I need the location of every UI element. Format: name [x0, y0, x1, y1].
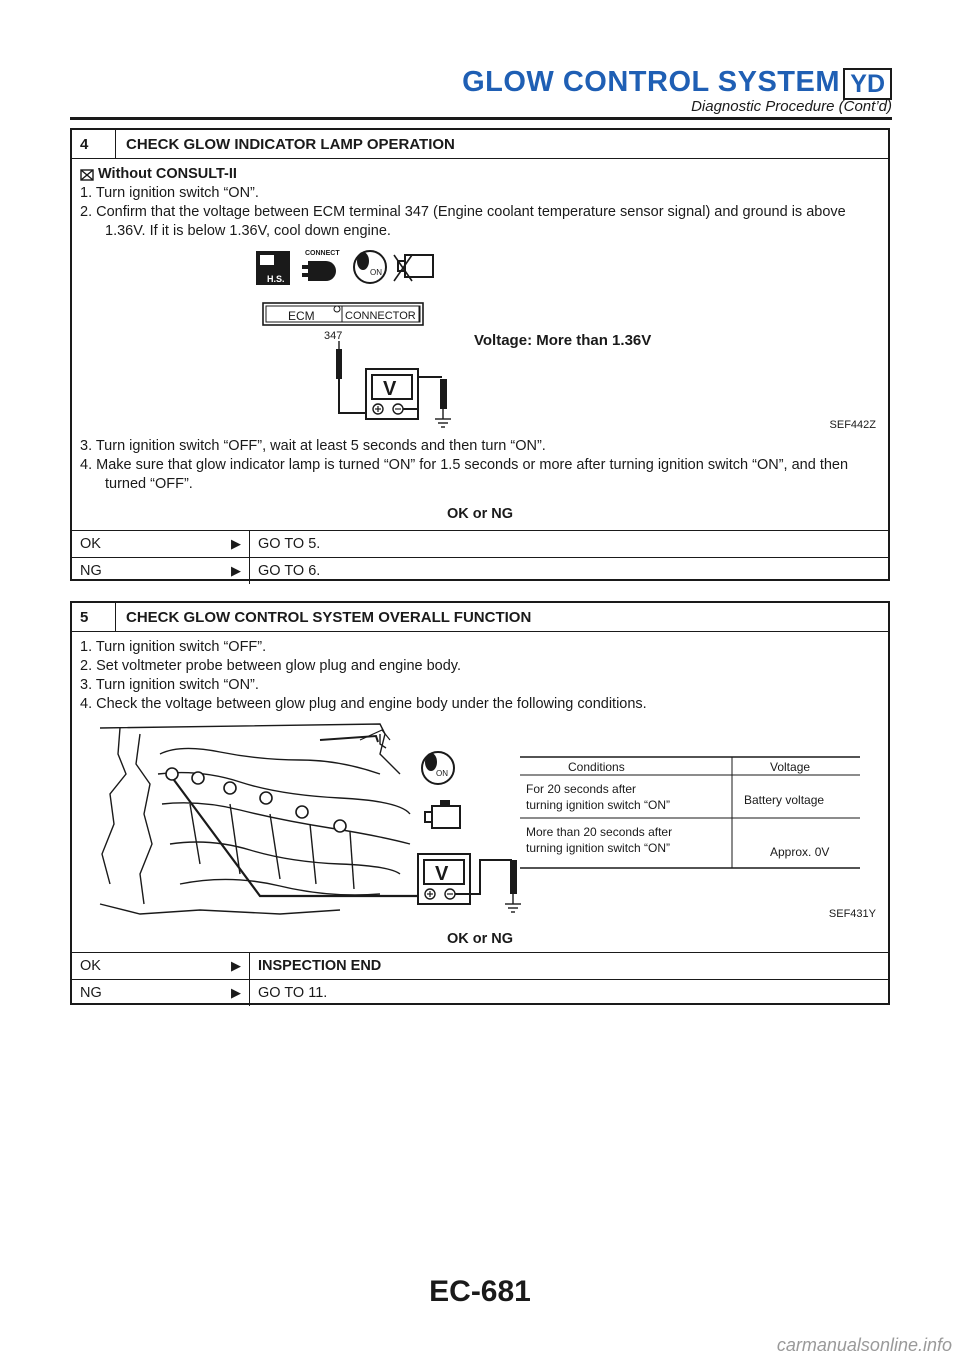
ignition-on-icon [354, 251, 386, 283]
result-action: GO TO 5. [258, 536, 321, 552]
result-row-ok [72, 530, 888, 557]
engine-code-badge: YD [843, 68, 892, 100]
engine-illustration [100, 724, 410, 914]
figure-code: SEF442Z [829, 419, 876, 431]
instruction-line: 4. Check the voltage between glow plug and engine body under the following conditions. [80, 696, 647, 712]
terminal-number: 347 [324, 330, 343, 342]
hs-icon [256, 251, 290, 285]
no-consult-icon [80, 168, 94, 182]
step-4-body [72, 159, 888, 524]
result-label-cell [72, 558, 250, 584]
table-header-voltage: Voltage [770, 760, 811, 774]
engine-running-icon [425, 800, 460, 828]
on-label: ON [436, 769, 448, 778]
conditions-table [520, 757, 860, 868]
without-consult-line [80, 165, 880, 184]
result-label-cell [72, 531, 250, 557]
step-number: 5 [72, 603, 116, 631]
page-subtitle: Diagnostic Procedure (Cont’d) [691, 98, 892, 115]
ok-or-ng-label: OK or NG [446, 931, 514, 947]
table-cell-condition: More than 20 seconds after [526, 825, 673, 839]
engine-off-icon [394, 255, 433, 281]
result-row-ng [72, 557, 888, 584]
figure-code: SEF431Y [828, 908, 876, 920]
result-row-ok [72, 952, 888, 979]
instruction-line: 1. Turn ignition switch “OFF”. [80, 639, 267, 655]
step-4-header [72, 130, 888, 159]
result-label: NG [80, 563, 102, 579]
table-cell-condition: For 20 seconds after [526, 782, 637, 796]
step-title: CHECK GLOW INDICATOR LAMP OPERATION [126, 135, 455, 153]
result-label: OK [80, 958, 101, 974]
instruction-line: 1. Turn ignition switch “ON”. [80, 185, 259, 201]
glow-plug-diagram [80, 714, 880, 924]
voltmeter-icon [418, 854, 470, 904]
page-header [0, 0, 960, 120]
result-label: NG [80, 985, 102, 1001]
arrow-right-icon: ▶ [231, 563, 241, 578]
instruction-line: 3. Turn ignition switch “OFF”, wait at least 5 seconds and then turn “ON”. [80, 438, 546, 454]
ecm-connector [263, 303, 423, 342]
step-5-header [72, 603, 888, 632]
page-number: EC-681 [429, 1275, 531, 1308]
watermark: carmanualsonline.info [776, 1335, 952, 1355]
ecm-voltage-diagram [80, 241, 880, 437]
hs-label: H.S. [267, 274, 285, 284]
header-rule [70, 117, 892, 120]
figure-sef431y [80, 714, 880, 924]
connect-icon [302, 250, 340, 281]
step-number: 4 [72, 130, 116, 158]
ecm-label: ECM [288, 309, 315, 323]
meter-label: V [383, 378, 397, 400]
arrow-right-icon: ▶ [231, 536, 241, 551]
arrow-right-icon: ▶ [231, 985, 241, 1000]
step-5-body [72, 632, 888, 949]
on-label: ON [370, 268, 382, 277]
instruction-line: 2. Set voltmeter probe between glow plug and engine body. [80, 658, 462, 674]
table-cell-condition: turning ignition switch “ON” [526, 841, 671, 855]
table-header-conditions: Conditions [568, 760, 625, 774]
instruction-line: 3. Turn ignition switch “ON”. [80, 677, 259, 693]
table-cell-voltage: Approx. 0V [770, 845, 830, 859]
ok-or-ng-label: OK or NG [446, 506, 514, 522]
table-cell-condition: turning ignition switch “ON” [526, 798, 671, 812]
instruction-line: 2. Confirm that the voltage between ECM terminal 347 (Engine coolant temperature sensor signal) and ground is above [80, 204, 846, 220]
step-5-box [70, 601, 890, 1005]
meter-label: V [435, 863, 449, 885]
result-label: OK [80, 536, 101, 552]
result-action: GO TO 6. [258, 563, 321, 579]
ignition-on-icon [422, 752, 454, 784]
instruction-line: 4. Make sure that glow indicator lamp is turned “ON” for 1.5 seconds or more after turning ignition switch “ON”, and then [80, 457, 849, 473]
instruction-line: 1.36V. If it is below 1.36V, cool down engine. [105, 223, 391, 239]
voltmeter-icon [366, 369, 418, 419]
page-title: GLOW CONTROL SYSTEM [462, 66, 840, 98]
table-cell-voltage: Battery voltage [744, 793, 825, 807]
without-consult-label: Without CONSULT-II [98, 166, 237, 182]
arrow-right-icon: ▶ [231, 958, 241, 973]
connector-label: CONNECTOR [345, 310, 416, 322]
result-action: INSPECTION END [258, 958, 382, 974]
figure-sef442z [80, 241, 880, 437]
result-label-cell [72, 980, 250, 1006]
step-title: CHECK GLOW CONTROL SYSTEM OVERALL FUNCTION [126, 608, 532, 626]
instruction-line: turned “OFF”. [105, 476, 193, 492]
result-row-ng [72, 979, 888, 1006]
result-action: GO TO 11. [258, 985, 328, 1001]
voltage-spec: Voltage: More than 1.36V [474, 332, 652, 349]
result-label-cell [72, 953, 250, 979]
connect-label: CONNECT [305, 250, 340, 257]
step-4-box [70, 128, 890, 581]
